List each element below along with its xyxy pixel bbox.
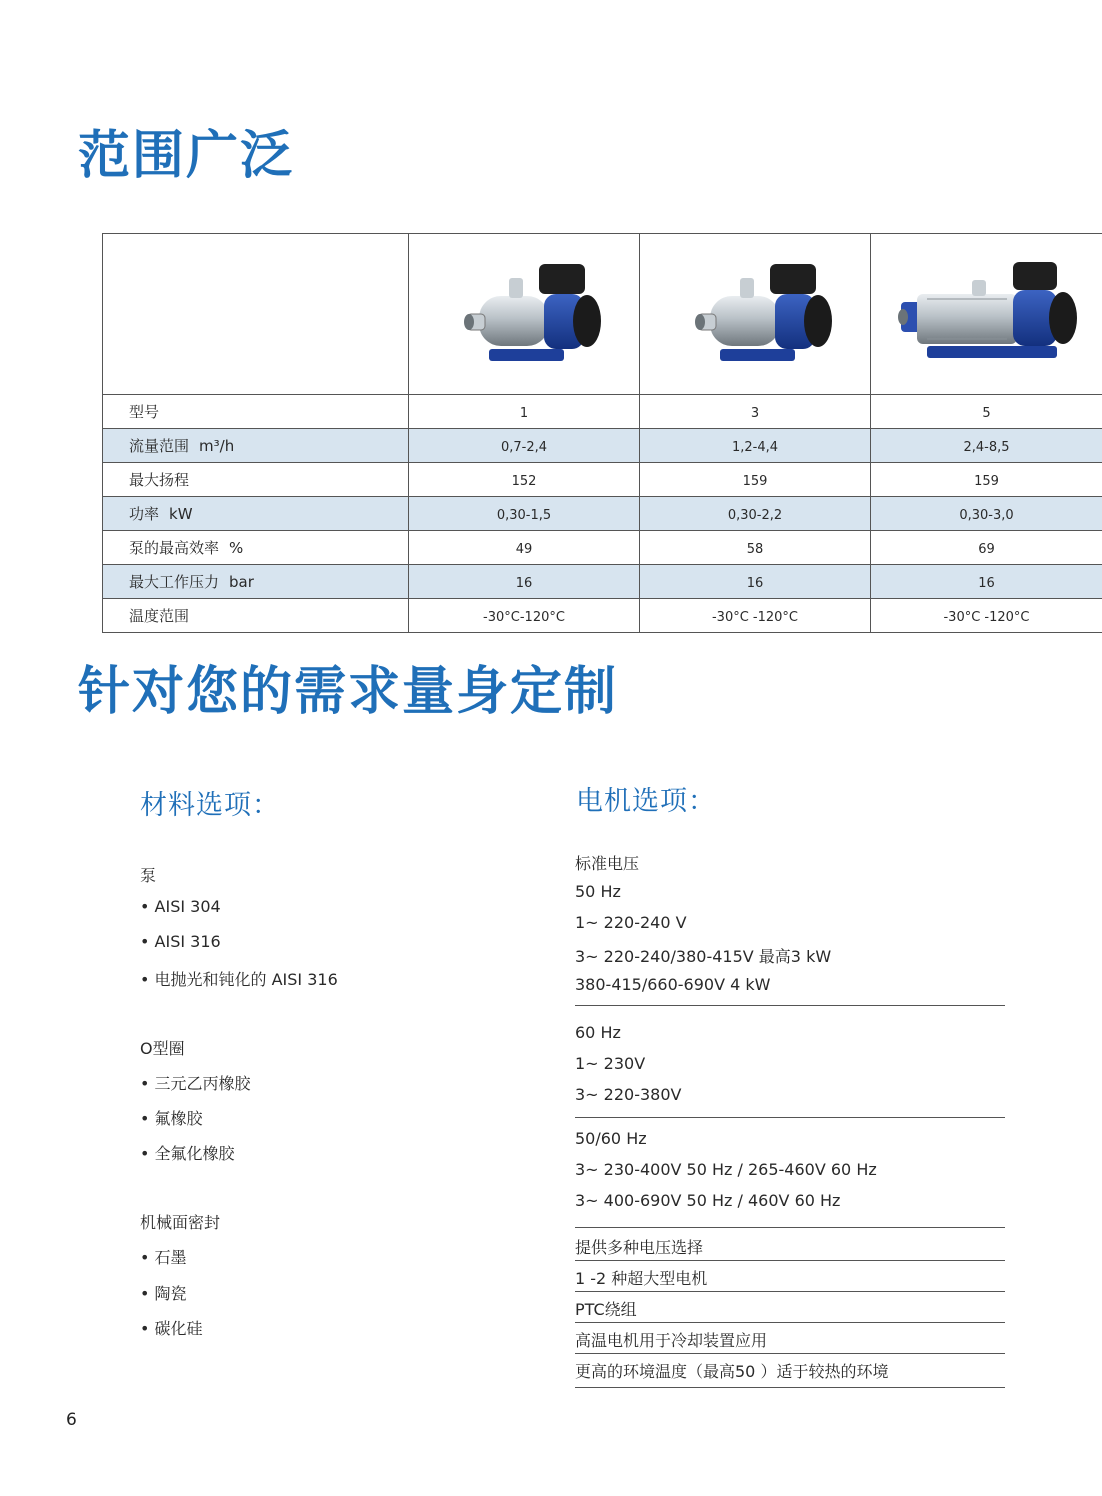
motor-extra-option: 1 -2 种超大型电机 (575, 1269, 708, 1288)
hz60-label: 60 Hz (575, 1023, 621, 1042)
spec-value-cell: 49 (409, 531, 640, 565)
divider (575, 1005, 1005, 1006)
material-item: • 陶瓷 (140, 1284, 187, 1303)
divider (575, 1291, 1005, 1292)
spec-label-text: 泵的最高效率 (129, 539, 220, 557)
spec-value-cell: -30°C-120°C (409, 599, 640, 633)
spec-row-label (103, 497, 409, 531)
spec-value-cell: -30°C -120°C (640, 599, 871, 633)
spec-value-cell: 16 (871, 565, 1102, 599)
spec-row (103, 395, 1102, 429)
motor-extra-option: 提供多种电压选择 (575, 1238, 704, 1257)
section-title-custom: 针对您的需求量身定制 (78, 662, 619, 722)
spec-label-text: 温度范围 (129, 607, 190, 625)
page-number: 6 (66, 1410, 77, 1430)
pump-short-icon (670, 254, 840, 374)
spec-row (103, 463, 1102, 497)
spec-value-cell: 2,4-8,5 (871, 429, 1102, 463)
spec-label-text: 功率 (129, 505, 160, 523)
spec-row (103, 599, 1102, 633)
motor-spec-line: 3~ 220-240/380-415V 最高3 kW (575, 947, 832, 966)
hz50-label: 50 Hz (575, 882, 621, 901)
spec-value-cell: 0,30-1,5 (409, 497, 640, 531)
spec-value-cell: 0,7-2,4 (409, 429, 640, 463)
spec-row-label (103, 599, 409, 633)
pump-short-icon (439, 254, 609, 374)
spec-row (103, 531, 1102, 565)
material-item: • 石墨 (140, 1248, 187, 1267)
spec-unit-text: bar (229, 573, 254, 591)
spec-table (102, 233, 1102, 633)
standard-voltage-label: 标准电压 (575, 854, 640, 873)
material-item: • AISI 316 (140, 932, 221, 951)
spec-value-cell: -30°C -120°C (871, 599, 1102, 633)
section-title-range: 范围广泛 (78, 126, 295, 186)
divider (575, 1117, 1005, 1118)
spec-row-label (103, 395, 409, 429)
motor-extra-option: 更高的环境温度（最高50 ）适于较热的环境 (575, 1362, 889, 1381)
spec-row (103, 565, 1102, 599)
spec-label-text: 最大扬程 (129, 471, 190, 489)
spec-unit-text: m³/h (199, 437, 235, 455)
oring-label: O型圈 (140, 1039, 185, 1058)
spec-value-cell: 0,30-2,2 (640, 497, 871, 531)
seal-label: 机械面密封 (140, 1213, 221, 1232)
material-item: • 全氟化橡胶 (140, 1144, 235, 1163)
divider (575, 1387, 1005, 1388)
motor-spec-line: 3~ 230-400V 50 Hz / 265-460V 60 Hz (575, 1160, 877, 1179)
material-options-heading: 材料选项： (140, 790, 280, 821)
spec-value-cell: 3 (640, 395, 871, 429)
spec-value-cell: 69 (871, 531, 1102, 565)
spec-row (103, 429, 1102, 463)
pump-image-cell (871, 234, 1102, 395)
spec-value-cell: 1,2-4,4 (640, 429, 871, 463)
motor-spec-line: 380-415/660-690V 4 kW (575, 975, 771, 994)
spec-value-cell: 1 (409, 395, 640, 429)
spec-row-label (103, 463, 409, 497)
material-item: • 氟橡胶 (140, 1109, 203, 1128)
spec-value-cell: 159 (871, 463, 1102, 497)
material-item: • 三元乙丙橡胶 (140, 1074, 251, 1093)
spec-value-cell: 152 (409, 463, 640, 497)
motor-extra-option: 高温电机用于冷却装置应用 (575, 1331, 768, 1350)
divider (575, 1227, 1005, 1228)
pump-image-row (103, 234, 1102, 395)
spec-value-cell: 16 (640, 565, 871, 599)
pump-long-icon (887, 254, 1087, 374)
empty-header-cell (103, 234, 409, 395)
motor-extra-option: PTC绕组 (575, 1300, 637, 1319)
spec-value-cell: 16 (409, 565, 640, 599)
spec-value-cell: 0,30-3,0 (871, 497, 1102, 531)
motor-spec-line: 1~ 230V (575, 1054, 646, 1073)
spec-value-cell: 159 (640, 463, 871, 497)
spec-label-text: 流量范围 (129, 437, 190, 455)
hz5060-label: 50/60 Hz (575, 1129, 647, 1148)
spec-row-label (103, 565, 409, 599)
spec-row-label (103, 531, 409, 565)
material-item: • 碳化硅 (140, 1319, 203, 1338)
material-item: • AISI 304 (140, 897, 221, 916)
spec-row (103, 497, 1102, 531)
spec-row-label (103, 429, 409, 463)
material-item: • 电抛光和钝化的 AISI 316 (140, 970, 338, 989)
divider (575, 1353, 1005, 1354)
spec-value-cell: 58 (640, 531, 871, 565)
pump-image-cell (640, 234, 871, 395)
spec-unit-text: kW (169, 505, 193, 523)
pump-material-label: 泵 (140, 866, 157, 885)
spec-value-cell: 5 (871, 395, 1102, 429)
motor-spec-line: 3~ 400-690V 50 Hz / 460V 60 Hz (575, 1191, 841, 1210)
spec-label-text: 型号 (129, 403, 160, 421)
spec-unit-text: % (229, 539, 244, 557)
divider (575, 1322, 1005, 1323)
motor-spec-line: 1~ 220-240 V (575, 913, 687, 932)
divider (575, 1260, 1005, 1261)
spec-label-text: 最大工作压力 (129, 573, 220, 591)
motor-spec-line: 3~ 220-380V (575, 1085, 682, 1104)
pump-image-cell (409, 234, 640, 395)
motor-options-heading: 电机选项： (576, 786, 716, 817)
